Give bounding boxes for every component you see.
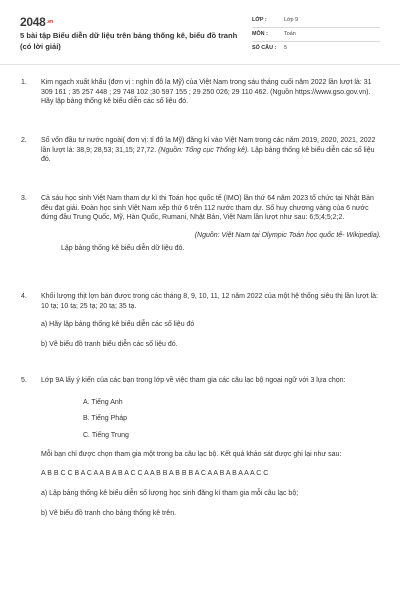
question-text-2: Mỗi bạn chỉ được chọn tham gia một trong ba câu lạc bộ. Kết quả khảo sát được ghi lại như sau: bbox=[41, 450, 342, 458]
document-header bbox=[0, 0, 400, 63]
question-body bbox=[41, 292, 381, 357]
question-body bbox=[41, 78, 381, 114]
meta-value: Toán bbox=[284, 30, 296, 37]
question-text bbox=[41, 136, 381, 165]
meta-value: 5 bbox=[284, 45, 287, 52]
header-divider bbox=[0, 64, 400, 65]
meta-row-class bbox=[252, 14, 380, 28]
survey-sequence: A B B C C B A C A A B A B A C C A A B B A B B B A C A A B A B A A A C C bbox=[41, 470, 269, 478]
meta-key: LỚP : bbox=[252, 16, 267, 23]
question-text: Khối lượng thịt lợn bán được trong các tháng 8, 9, 10, 11, 12 năm 2022 của một hệ thống siêu thị lần lượt là: 10 tạ; 10 tạ; 25 tạ; 20 tạ; 35 tạ. bbox=[41, 293, 378, 310]
meta-row-count bbox=[252, 42, 380, 56]
question-text: Kim ngạch xuất khẩu (đơn vị : nghìn đô la Mỹ) của Việt Nam trong sáu tháng cuối năm 2022 lần lượt là: 31 309 161 ; 35 257 448 ; 29 748 102 ;30 597 155 ; 29 250 026; 29 110 462. (Nguồn https://www.gso.gov.vn). Hãy lập bảng thống kê biểu diễn các số liệu đó. bbox=[41, 79, 372, 106]
question-part-b: b) Vẽ biểu đồ tranh cho bảng thống kê trên. bbox=[41, 509, 177, 517]
question-number: 1. bbox=[21, 79, 27, 86]
question-part-a: a) Lập bảng thống kê biểu diễn số lượng học sinh đăng kí tham gia mỗi câu lạc bộ; bbox=[41, 489, 299, 497]
question-part-b: b) Vẽ biểu đồ tranh biểu diễn các số liệu đó. bbox=[41, 340, 178, 348]
site-logo[interactable] bbox=[20, 14, 53, 31]
question-text-a: Số vốn đầu tư nước ngoài( đơn vị: tỉ đô la Mỹ) đăng kí vào Việt Nam trong các năm 2019, 2020, 2021, 2022 lần lượt là: 38,9; 28,53; 31,15; 27,72. bbox=[41, 137, 376, 154]
logo-main: 2048 bbox=[20, 15, 46, 29]
question-number: 4. bbox=[21, 293, 27, 300]
question-text-b: Lập bảng thống kê biểu diễn các số liệu đó. bbox=[41, 146, 375, 164]
question-text: Lớp 9A lấy ý kiến của các bạn trong lớp về việc tham gia các câu lạc bộ ngoại ngữ với 3 lựa chọn: bbox=[41, 377, 346, 384]
question-text: Cả sáu học sinh Việt Nam tham dự kì thi Toán học quốc tế (IMO) lần thứ 64 năm 2023 tổ chức tại Nhật Bản đều đạt giải. Đoàn học sinh Việt Nam xếp thứ 6 trên 112 nước tham dự. Số huy chương vàng của 6 nước đứng đầu Trung Quốc, Mỹ, Hàn Quốc, Rumani, Nhật Bản, Việt Nam lần lượt như sau: 6;5;4;5;2;2. bbox=[41, 195, 374, 222]
question-part-a: a) Hãy lập bảng thống kê biểu diễn các số liệu đó bbox=[41, 321, 195, 329]
question-number: 5. bbox=[21, 377, 27, 384]
logo-sub: .vn bbox=[46, 19, 53, 26]
question-body bbox=[41, 376, 381, 525]
question-body bbox=[41, 194, 381, 260]
question-body bbox=[41, 136, 381, 172]
question-number: 2. bbox=[21, 137, 27, 144]
option-a: A. Tiếng Anh bbox=[83, 398, 123, 406]
meta-value: Lớp 9 bbox=[284, 16, 299, 23]
option-b: B. Tiếng Pháp bbox=[83, 415, 127, 423]
source-note: (Nguồn: Tổng cục Thống kê). bbox=[158, 146, 250, 154]
question-task: Lập bảng thống kê biểu diễn dữ liệu đó. bbox=[61, 244, 185, 252]
option-c: C. Tiếng Trung bbox=[83, 431, 129, 439]
document-title: 5 bài tập Biểu diễn dữ liệu trên bảng thống kê, biểu đồ tranh (có lời giải) bbox=[20, 31, 238, 51]
meta-key: SỐ CÂU : bbox=[252, 45, 277, 52]
source-note: (Nguồn: Việt Nam tại Olympic Toán học quốc tế- Wikipedia). bbox=[194, 231, 381, 239]
question-number: 3. bbox=[21, 195, 27, 202]
meta-info bbox=[252, 14, 380, 56]
meta-row-subject bbox=[252, 28, 380, 42]
meta-key: MÔN : bbox=[252, 30, 268, 37]
